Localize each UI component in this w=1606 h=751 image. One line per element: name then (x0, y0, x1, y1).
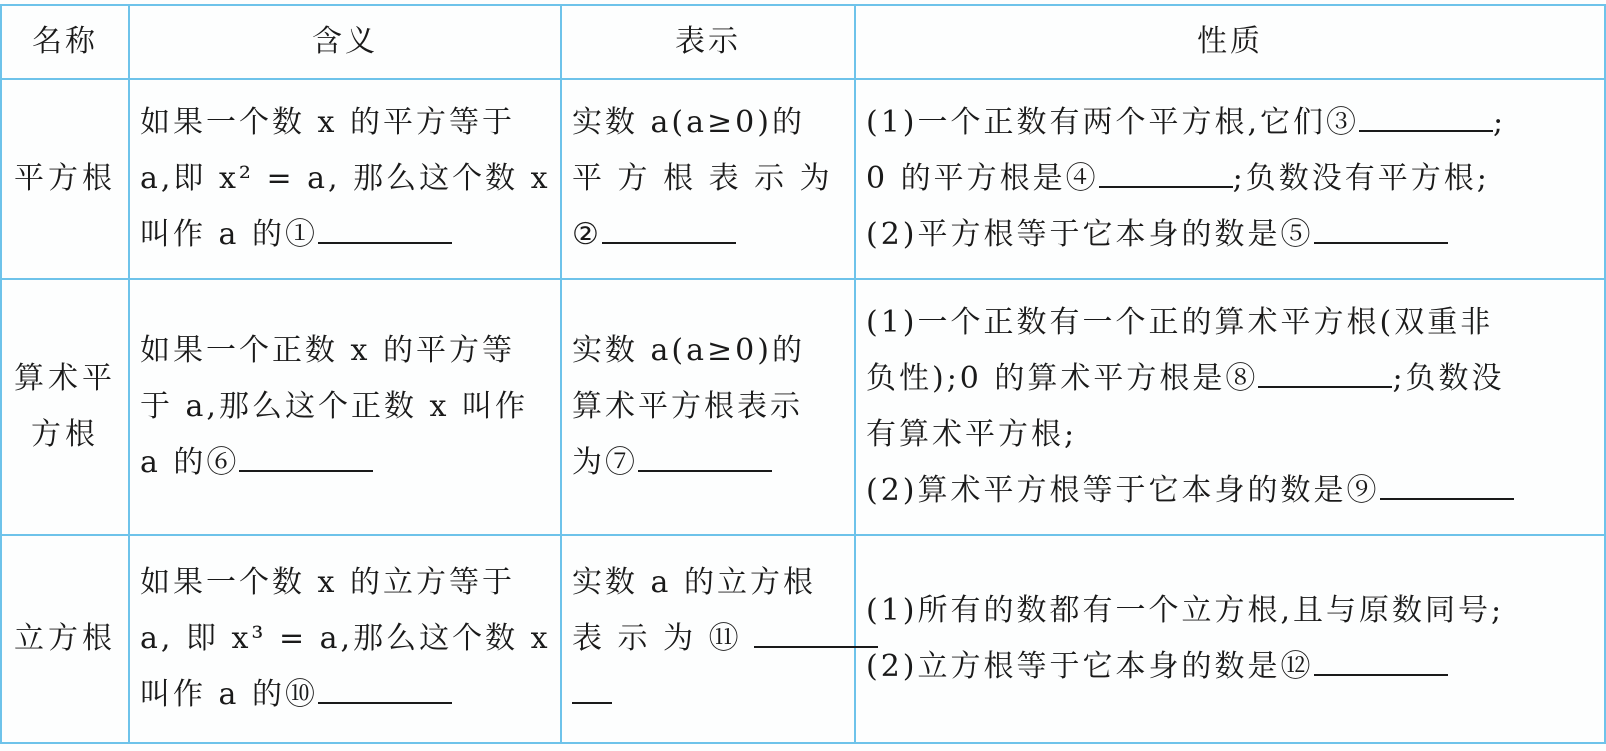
answer-blank[interactable] (602, 212, 736, 244)
meaning-line: a,即 x² = a, 那么这个数 x (140, 161, 551, 196)
property-line-text: (2)平方根等于它本身的数是⑤ (866, 217, 1314, 252)
property-line-text: (1)一个正数有两个平方根,它们③ (866, 105, 1360, 140)
table-row (1, 79, 1605, 279)
answer-blank[interactable] (318, 212, 452, 244)
notation-line-text: ② (572, 217, 602, 252)
term-name-line: 算术平 (14, 361, 116, 396)
notation-line: 算术平方根表示 (572, 389, 803, 424)
property-line (866, 151, 1594, 207)
meaning-line: 如果一个数 x 的平方等于 (140, 105, 515, 140)
term-name (1, 535, 129, 743)
property-line (866, 351, 1594, 407)
meaning-line-text: 叫作 a 的① (140, 217, 318, 252)
property-line (866, 463, 1594, 519)
notation-cell (561, 79, 855, 279)
term-name-line: 立方根 (14, 621, 116, 656)
term-name (1, 79, 129, 279)
meaning-line: 如果一个正数 x 的平方等 (140, 333, 515, 368)
answer-blank[interactable] (754, 616, 878, 648)
meaning-cell (129, 79, 561, 279)
notation-line: 实数 a(a≥0)的 (572, 105, 805, 140)
answer-blank-continuation[interactable] (572, 672, 612, 704)
property-line: 有算术平方根; (866, 417, 1078, 452)
notation-line: 平 方 根 表 示 为 (572, 161, 833, 196)
meaning-cell (129, 535, 561, 743)
property-line-text: (2)立方根等于它本身的数是⑫ (866, 649, 1314, 684)
header-notation: 表示 (561, 5, 855, 79)
notation-line (572, 667, 844, 723)
property-cell (855, 79, 1605, 279)
root-table (0, 4, 1606, 744)
notation-line (572, 611, 844, 667)
property-line (866, 207, 1594, 263)
answer-blank[interactable] (1359, 100, 1493, 132)
property-cell (855, 279, 1605, 535)
term-name-line: 平方根 (14, 161, 116, 196)
property-line (866, 95, 1594, 151)
meaning-cell (129, 279, 561, 535)
header-row (1, 5, 1605, 79)
header-name: 名称 (1, 5, 129, 79)
meaning-line-text: 叫作 a 的⑩ (140, 677, 318, 712)
meaning-line: 如果一个数 x 的立方等于 (140, 565, 515, 600)
property-line-text: ;负数没 (1392, 361, 1505, 396)
answer-blank[interactable] (1380, 468, 1514, 500)
notation-cell (561, 535, 855, 743)
property-line: (1)所有的数都有一个立方根,且与原数同号; (866, 593, 1505, 628)
property-line-text: 负性);0 的算术平方根是⑧ (866, 361, 1259, 396)
answer-blank[interactable] (1314, 212, 1448, 244)
meaning-line (140, 667, 550, 723)
meaning-line-text: a 的⑥ (140, 445, 240, 480)
property-line-text: ; (1493, 105, 1507, 140)
meaning-line: 于 a,那么这个正数 x 叫作 (140, 389, 528, 424)
answer-blank[interactable] (1314, 644, 1448, 676)
notation-line (572, 435, 844, 491)
term-name (1, 279, 129, 535)
meaning-line: a, 即 x³ = a,那么这个数 x (140, 621, 551, 656)
table-row (1, 279, 1605, 535)
notation-line-text: 表 示 为 ⑪ (572, 621, 742, 656)
property-cell (855, 535, 1605, 743)
property-line-text: ;负数没有平方根; (1232, 161, 1490, 196)
answer-blank[interactable] (1258, 356, 1392, 388)
table-row (1, 535, 1605, 743)
meaning-line (140, 435, 550, 491)
property-line-text: (2)算术平方根等于它本身的数是⑨ (866, 473, 1380, 508)
header-meaning: 含义 (129, 5, 561, 79)
notation-cell (561, 279, 855, 535)
property-line: (1)一个正数有一个正的算术平方根(双重非 (866, 305, 1494, 340)
notation-line: 实数 a(a≥0)的 (572, 333, 805, 368)
property-line (866, 639, 1594, 695)
header-property: 性质 (855, 5, 1605, 79)
answer-blank[interactable] (1099, 156, 1233, 188)
answer-blank[interactable] (239, 440, 373, 472)
notation-line (572, 207, 844, 263)
meaning-line (140, 207, 550, 263)
notation-line-text: 为⑦ (572, 445, 638, 480)
term-name-line: 方根 (31, 417, 99, 452)
answer-blank[interactable] (318, 672, 452, 704)
answer-blank[interactable] (638, 440, 772, 472)
property-line-text: 0 的平方根是④ (866, 161, 1099, 196)
notation-line: 实数 a 的立方根 (572, 565, 816, 600)
